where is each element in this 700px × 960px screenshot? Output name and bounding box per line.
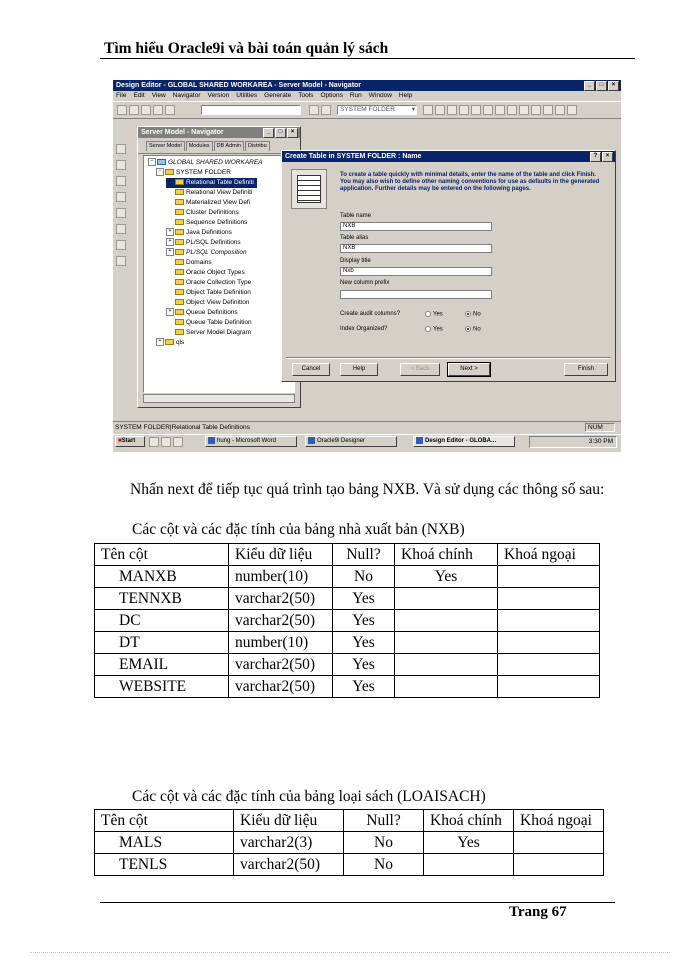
tree-item[interactable] bbox=[166, 288, 294, 298]
open-icon[interactable] bbox=[129, 105, 139, 115]
table-cell: TENLS bbox=[95, 854, 234, 876]
close-icon[interactable]: × bbox=[608, 81, 619, 91]
table-cell: WEBSITE bbox=[95, 676, 229, 698]
tool-icon[interactable] bbox=[435, 105, 445, 115]
system-tray bbox=[529, 436, 617, 448]
table-cell bbox=[498, 676, 600, 698]
desktop-icon[interactable] bbox=[173, 437, 183, 447]
index-yes-radio[interactable]: Yes bbox=[425, 326, 443, 333]
tree-root[interactable]: − GLOBAL SHARED WORKAREA bbox=[148, 158, 294, 168]
palette-icon[interactable] bbox=[116, 176, 126, 186]
chevron-down-icon: ▾ bbox=[411, 106, 415, 113]
tree-item[interactable] bbox=[166, 308, 294, 318]
table-row bbox=[95, 632, 600, 654]
folder-icon bbox=[175, 299, 184, 305]
table-cell: No bbox=[344, 854, 424, 876]
folder-icon bbox=[175, 219, 184, 225]
table-cell: Yes bbox=[395, 566, 498, 588]
clock: 3:30 PM bbox=[588, 438, 613, 445]
table-loaisach-caption: Các cột và các đặc tính của bảng loại sách (LOAISACH) bbox=[132, 788, 486, 805]
table-cell: Yes bbox=[333, 632, 395, 654]
minimize-icon[interactable]: _ bbox=[584, 81, 595, 91]
folder-icon bbox=[175, 249, 184, 255]
tree-item[interactable] bbox=[166, 278, 294, 288]
folder-icon bbox=[175, 309, 184, 315]
alias-input[interactable]: NXB bbox=[340, 244, 492, 253]
prefix-label: New column prefix bbox=[340, 280, 390, 286]
table-cell: varchar2(50) bbox=[229, 588, 333, 610]
table-loaisach bbox=[94, 809, 604, 876]
tree-item[interactable] bbox=[166, 258, 294, 268]
table-cell: TENNXB bbox=[95, 588, 229, 610]
table-header-cell: Kiểu dữ liệu bbox=[234, 810, 344, 832]
table-header-row bbox=[95, 544, 600, 566]
start-button[interactable]: ■Start bbox=[115, 436, 145, 447]
tool-icon[interactable] bbox=[471, 105, 481, 115]
index-label: Index Organized? bbox=[340, 326, 388, 332]
windows-icon: ■ bbox=[118, 438, 122, 444]
status-bar: SYSTEM FOLDER|Relational Table Definitions NUM bbox=[113, 421, 621, 432]
horizontal-scrollbar[interactable] bbox=[143, 394, 295, 403]
table-wizard-icon bbox=[291, 169, 327, 209]
tree-item-label: Java Definitions bbox=[186, 229, 232, 236]
table-cell: Yes bbox=[333, 676, 395, 698]
menu-item[interactable]: Options bbox=[320, 92, 343, 99]
index-no-radio[interactable]: No bbox=[465, 326, 481, 333]
navigator-window bbox=[137, 126, 301, 408]
tree-item-label: Server Model Diagram bbox=[186, 329, 252, 336]
task-icon bbox=[308, 437, 315, 444]
finish-button[interactable]: Finish bbox=[564, 363, 608, 376]
expand-icon[interactable]: + bbox=[166, 308, 174, 316]
table-cell: varchar2(50) bbox=[229, 676, 333, 698]
tool-icon[interactable] bbox=[555, 105, 565, 115]
tool-icon[interactable] bbox=[543, 105, 553, 115]
context-select[interactable]: SYSTEM FOLDER ▾ bbox=[337, 105, 417, 115]
menu-item[interactable]: Utilities bbox=[236, 92, 258, 99]
tree-item[interactable] bbox=[166, 298, 294, 308]
tool-icon[interactable] bbox=[447, 105, 457, 115]
instruction-paragraph: Nhấn next để tiếp tục quá trình tạo bảng NXB. Và sử dụng các thông số sau: bbox=[130, 481, 605, 498]
dialog-divider bbox=[286, 357, 611, 359]
tool-palette bbox=[116, 144, 130, 272]
table-cell: MALS bbox=[95, 832, 234, 854]
table-nxb-caption: Các cột và các đặc tính của bảng nhà xuất bản (NXB) bbox=[132, 521, 465, 538]
next-button[interactable]: Next > bbox=[448, 363, 490, 376]
menu-bar bbox=[113, 91, 621, 101]
tree-item[interactable] bbox=[166, 198, 294, 208]
expand-icon[interactable]: + bbox=[166, 248, 174, 256]
table-header-cell: Tên cột bbox=[95, 544, 229, 566]
tree-item-label: PL/SQL Definitions bbox=[186, 239, 241, 246]
table-cell bbox=[395, 676, 498, 698]
tree-item[interactable] bbox=[166, 178, 257, 188]
table-row bbox=[95, 654, 600, 676]
tree-folder[interactable]: − SYSTEM FOLDER bbox=[148, 168, 294, 178]
app-title-bar bbox=[113, 80, 621, 91]
table-header-cell: Khoá ngoại bbox=[498, 544, 600, 566]
task-word[interactable] bbox=[205, 436, 297, 447]
table-header-cell: Khoá chính bbox=[424, 810, 514, 832]
palette-icon[interactable] bbox=[116, 208, 126, 218]
tree-item-label: Object Table Definition bbox=[186, 289, 251, 296]
dialog-title-bar: Create Table in SYSTEM FOLDER : Name ? × bbox=[282, 151, 615, 162]
navigator-tab[interactable]: DB Admin bbox=[214, 141, 244, 151]
menu-item[interactable]: Navigator bbox=[172, 92, 201, 99]
close-icon[interactable]: × bbox=[602, 152, 613, 162]
workarea-icon bbox=[157, 159, 166, 165]
tree-item-label: Oracle Object Types bbox=[186, 269, 245, 276]
navigator-tree bbox=[143, 155, 295, 393]
menu-item[interactable]: View bbox=[151, 92, 166, 99]
tree-item[interactable] bbox=[166, 328, 294, 338]
alias-label: Table alias bbox=[340, 235, 369, 241]
table-cell: varchar2(3) bbox=[234, 832, 344, 854]
tool-icon[interactable] bbox=[321, 105, 331, 115]
navigator-tab[interactable]: Distribu bbox=[245, 141, 270, 151]
help-icon[interactable]: ? bbox=[590, 152, 601, 162]
palette-icon[interactable] bbox=[116, 160, 126, 170]
task-label: Oracle9i Designer bbox=[317, 438, 366, 445]
tool-icon[interactable] bbox=[309, 105, 319, 115]
table-cell: No bbox=[344, 832, 424, 854]
menu-item[interactable]: Generate bbox=[264, 92, 292, 99]
task-designer[interactable] bbox=[305, 436, 397, 447]
tree-item[interactable] bbox=[166, 248, 294, 258]
table-cell: DT bbox=[95, 632, 229, 654]
menu-item[interactable]: Version bbox=[207, 92, 230, 99]
prefix-input[interactable] bbox=[340, 290, 492, 299]
table-cell: No bbox=[333, 566, 395, 588]
folder-icon bbox=[175, 259, 184, 265]
tree-item-label: Domains bbox=[186, 259, 212, 266]
audit-label: Create audit columns? bbox=[340, 311, 401, 317]
table-row bbox=[95, 854, 604, 876]
table-row bbox=[95, 610, 600, 632]
page-break bbox=[30, 952, 670, 953]
table-header-cell: Null? bbox=[333, 544, 395, 566]
navigator-tab[interactable]: Modules bbox=[186, 141, 213, 151]
table-cell bbox=[498, 654, 600, 676]
minimize-icon[interactable]: _ bbox=[263, 128, 274, 138]
tree-item-label: Relational Table Definiti bbox=[186, 179, 254, 186]
table-cell: Yes bbox=[424, 832, 514, 854]
navigator-title-bar: Server Model - Navigator _ □ × bbox=[138, 127, 300, 138]
tool-icon[interactable] bbox=[495, 105, 505, 115]
table-cell: EMAIL bbox=[95, 654, 229, 676]
folder-icon bbox=[175, 199, 184, 205]
table-name-label: Table name bbox=[340, 213, 372, 219]
folder-icon bbox=[175, 319, 184, 325]
table-cell: MANXB bbox=[95, 566, 229, 588]
tool-icon[interactable] bbox=[519, 105, 529, 115]
tree-item[interactable] bbox=[166, 218, 294, 228]
table-cell: Yes bbox=[333, 610, 395, 632]
folder-icon bbox=[175, 329, 184, 335]
close-icon[interactable]: × bbox=[287, 128, 298, 138]
search-input[interactable] bbox=[201, 105, 301, 115]
menu-item[interactable]: Run bbox=[349, 92, 362, 99]
table-cell bbox=[395, 632, 498, 654]
help-button[interactable]: Help bbox=[340, 363, 378, 376]
tree-item[interactable] bbox=[166, 188, 294, 198]
table-name-input[interactable]: NXB bbox=[340, 222, 492, 231]
table-cell bbox=[498, 632, 600, 654]
table-cell bbox=[395, 588, 498, 610]
table-cell bbox=[514, 854, 604, 876]
navigator-tab[interactable]: Server Model bbox=[146, 141, 185, 151]
table-header-cell: Khoá chính bbox=[395, 544, 498, 566]
audit-yes-radio[interactable]: Yes bbox=[425, 311, 443, 318]
table-nxb bbox=[94, 543, 600, 698]
tree-item-label: PL/SQL Composition bbox=[186, 249, 247, 256]
outlook-icon[interactable] bbox=[161, 437, 171, 447]
ie-icon[interactable] bbox=[149, 437, 159, 447]
cancel-button[interactable]: Cancel bbox=[292, 363, 330, 376]
table-cell: number(10) bbox=[229, 566, 333, 588]
create-table-dialog bbox=[281, 150, 616, 382]
tool-icon[interactable] bbox=[483, 105, 493, 115]
menu-item[interactable]: Help bbox=[398, 92, 413, 99]
footer-rule bbox=[100, 902, 615, 903]
table-header-cell: Khoá ngoại bbox=[514, 810, 604, 832]
tree-item-label: Object View Definition bbox=[186, 299, 250, 306]
palette-icon[interactable] bbox=[116, 144, 126, 154]
new-icon[interactable] bbox=[117, 105, 127, 115]
expand-icon[interactable]: + bbox=[166, 228, 174, 236]
folder-icon bbox=[175, 279, 184, 285]
tree-item[interactable] bbox=[166, 268, 294, 278]
table-row bbox=[95, 676, 600, 698]
palette-icon[interactable] bbox=[116, 240, 126, 250]
task-label: Design Editor - GLOBA... bbox=[425, 438, 497, 445]
maximize-icon[interactable]: □ bbox=[275, 128, 286, 138]
menu-item[interactable]: Edit bbox=[133, 92, 145, 99]
menu-item[interactable]: Tools bbox=[298, 92, 314, 99]
table-cell bbox=[514, 832, 604, 854]
table-row bbox=[95, 588, 600, 610]
table-cell bbox=[424, 854, 514, 876]
tool-icon[interactable] bbox=[567, 105, 577, 115]
folder-icon bbox=[175, 189, 184, 195]
dialog-help-text: To create a table quickly with minimal details, enter the name of the table and click Finish. You may also wish to define other naming conventions for use as defaults in the generated application. Further details may be entered on the following pages. bbox=[340, 172, 600, 192]
display-title-label: Display title bbox=[340, 258, 371, 264]
num-indicator: NUM bbox=[585, 423, 615, 432]
table-cell bbox=[498, 610, 600, 632]
folder-icon bbox=[175, 289, 184, 295]
tree-item-label: Relational View Definiti bbox=[186, 189, 253, 196]
expand-icon[interactable]: + bbox=[166, 238, 174, 246]
tree-item[interactable] bbox=[166, 318, 294, 328]
tool-icon[interactable] bbox=[531, 105, 541, 115]
task-label: hung - Microsoft Word bbox=[217, 438, 276, 445]
table-cell: Yes bbox=[333, 654, 395, 676]
table-cell bbox=[498, 566, 600, 588]
table-header-row bbox=[95, 810, 604, 832]
tool-icon[interactable] bbox=[507, 105, 517, 115]
table-cell bbox=[395, 654, 498, 676]
task-design-editor[interactable] bbox=[413, 436, 515, 447]
folder-icon bbox=[165, 169, 174, 175]
palette-icon[interactable] bbox=[116, 224, 126, 234]
table-row bbox=[95, 566, 600, 588]
folder-icon bbox=[175, 229, 184, 235]
menu-item[interactable]: File bbox=[116, 92, 127, 99]
tree-item-label: Sequence Definitions bbox=[186, 219, 248, 226]
designer-screenshot bbox=[113, 80, 621, 452]
table-cell bbox=[395, 610, 498, 632]
save-icon[interactable] bbox=[141, 105, 151, 115]
page-number: Trang 67 bbox=[509, 904, 567, 920]
tree-item-label: Queue Table Definition bbox=[186, 319, 252, 326]
folder-icon bbox=[175, 209, 184, 215]
task-icon bbox=[416, 437, 423, 444]
audit-no-radio[interactable]: No bbox=[465, 311, 481, 318]
folder-icon bbox=[175, 179, 184, 185]
folder-icon bbox=[175, 269, 184, 275]
tool-icon[interactable] bbox=[423, 105, 433, 115]
tree-item[interactable] bbox=[166, 228, 294, 238]
table-cell: DC bbox=[95, 610, 229, 632]
tree-item-label: Cluster Definitions bbox=[186, 209, 239, 216]
page-header-title: Tìm hiểu Oracle9i và bài toán quản lý sách bbox=[104, 40, 389, 57]
folder-icon bbox=[175, 239, 184, 245]
navigator-tabs bbox=[138, 138, 300, 154]
table-row bbox=[95, 832, 604, 854]
tree-folder-qls[interactable]: + qls bbox=[148, 338, 294, 348]
folder-icon bbox=[165, 339, 174, 345]
print-icon[interactable] bbox=[153, 105, 163, 115]
app-title: Design Editor - GLOBAL SHARED WORKAREA - Server Model - Navigator bbox=[116, 82, 362, 89]
display-title-input[interactable]: Nxb bbox=[340, 267, 492, 276]
table-cell: Yes bbox=[333, 588, 395, 610]
tree-item-label: Materialized View Defi bbox=[186, 199, 251, 206]
tree-item[interactable] bbox=[166, 238, 294, 248]
palette-icon[interactable] bbox=[116, 192, 126, 202]
table-header-cell: Kiểu dữ liệu bbox=[229, 544, 333, 566]
task-icon bbox=[208, 437, 215, 444]
tree-item[interactable] bbox=[166, 208, 294, 218]
maximize-icon[interactable]: □ bbox=[596, 81, 607, 91]
tree-item-label: Oracle Collection Type bbox=[186, 279, 252, 286]
table-cell: varchar2(50) bbox=[229, 654, 333, 676]
back-button[interactable]: < Back bbox=[400, 363, 440, 376]
toolbar bbox=[113, 101, 621, 119]
cut-icon[interactable] bbox=[165, 105, 175, 115]
taskbar bbox=[113, 434, 621, 452]
tree-item-label: Queue Definitions bbox=[186, 309, 238, 316]
table-cell bbox=[498, 588, 600, 610]
table-cell: number(10) bbox=[229, 632, 333, 654]
tool-icon[interactable] bbox=[459, 105, 469, 115]
palette-icon[interactable] bbox=[116, 256, 126, 266]
table-cell: varchar2(50) bbox=[234, 854, 344, 876]
menu-item[interactable]: Window bbox=[368, 92, 392, 99]
table-cell: varchar2(50) bbox=[229, 610, 333, 632]
header-rule bbox=[100, 58, 635, 59]
table-header-cell: Tên cột bbox=[95, 810, 234, 832]
table-header-cell: Null? bbox=[344, 810, 424, 832]
